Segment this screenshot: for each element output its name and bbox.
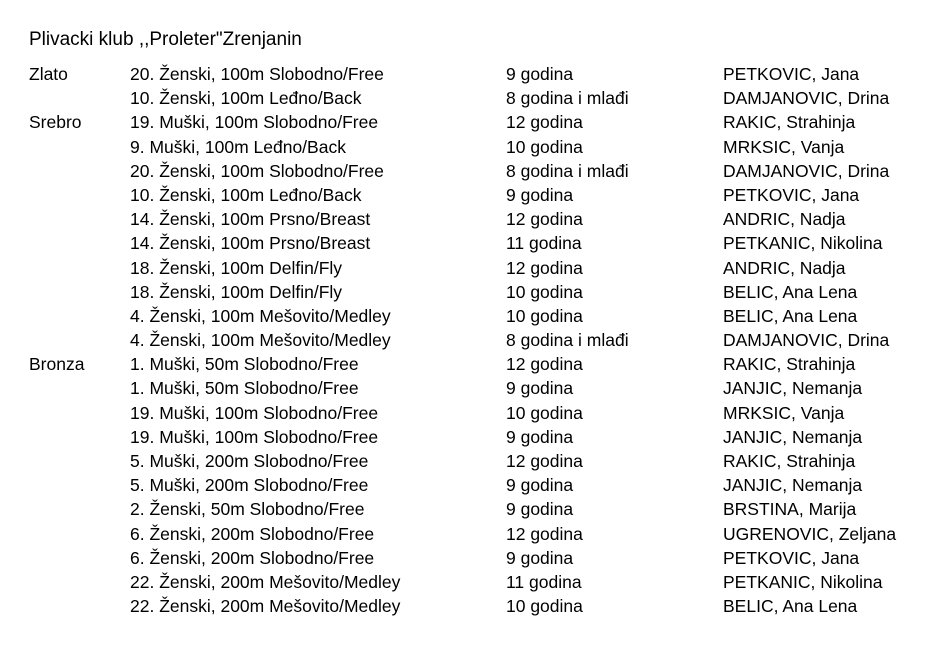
event-name: 19. Muški, 100m Slobodno/Free bbox=[130, 426, 379, 447]
swimmer-name: DAMJANOVIC, Drina bbox=[723, 160, 890, 181]
event-name: 19. Muški, 100m Slobodno/Free bbox=[130, 402, 379, 423]
event-name: 22. Ženski, 200m Mešovito/Medley bbox=[130, 571, 401, 592]
result-row bbox=[29, 304, 929, 328]
swimmer-name: RAKIC, Strahinja bbox=[723, 354, 856, 375]
age-group: 12 godina bbox=[506, 451, 583, 471]
swimmer-name: PETKOVIC, Jana bbox=[723, 64, 860, 84]
event-name: 4. Ženski, 100m Mešovito/Medley bbox=[130, 305, 391, 326]
age-group: 12 godina bbox=[506, 257, 583, 278]
event-name: 22. Ženski, 200m Mešovito/Medley bbox=[130, 596, 401, 617]
event-name: 2. Ženski, 50m Slobodno/Free bbox=[130, 499, 365, 520]
result-row bbox=[29, 159, 929, 183]
age-group: 8 godina i mlađi bbox=[506, 330, 629, 351]
event-name: 10. Ženski, 100m Leđno/Back bbox=[130, 88, 362, 109]
medal-label: Srebro bbox=[29, 112, 82, 133]
swimmer-name: BELIC, Ana Lena bbox=[723, 596, 858, 617]
swimmer-name: DAMJANOVIC, Drina bbox=[723, 330, 890, 351]
age-group: 10 godina bbox=[506, 305, 583, 326]
swimmer-name: PETKANIC, Nikolina bbox=[723, 233, 883, 254]
event-name: 20. Ženski, 100m Slobodno/Free bbox=[130, 64, 384, 84]
result-row bbox=[29, 449, 929, 473]
event-name: 14. Ženski, 100m Prsno/Breast bbox=[130, 209, 371, 230]
swimmer-name: PETKOVIC, Jana bbox=[723, 184, 860, 205]
event-name: 5. Muški, 200m Slobodno/Free bbox=[130, 451, 369, 471]
swimmer-name: MRKSIC, Vanja bbox=[723, 136, 845, 157]
event-name: 10. Ženski, 100m Leđno/Back bbox=[130, 184, 362, 205]
age-group: 9 godina bbox=[506, 64, 574, 84]
age-group: 10 godina bbox=[506, 281, 583, 302]
result-row bbox=[29, 183, 929, 207]
result-row bbox=[29, 546, 929, 570]
age-group: 9 godina bbox=[506, 499, 574, 520]
swimmer-name: MRKSIC, Vanja bbox=[723, 402, 845, 423]
swimmer-name: BRSTINA, Marija bbox=[723, 499, 857, 520]
event-name: 19. Muški, 100m Slobodno/Free bbox=[130, 112, 379, 133]
event-name: 20. Ženski, 100m Slobodno/Free bbox=[130, 160, 384, 181]
result-row bbox=[29, 570, 929, 594]
age-group: 12 godina bbox=[506, 523, 583, 544]
age-group: 12 godina bbox=[506, 112, 583, 133]
age-group: 12 godina bbox=[506, 209, 583, 230]
swimmer-name: DAMJANOVIC, Drina bbox=[723, 88, 890, 109]
event-name: 6. Ženski, 200m Slobodno/Free bbox=[130, 547, 375, 568]
result-row bbox=[29, 135, 929, 159]
swimmer-name: JANJIC, Nemanja bbox=[723, 475, 863, 496]
event-name: 6. Ženski, 200m Slobodno/Free bbox=[130, 523, 375, 544]
result-row bbox=[29, 497, 929, 521]
swimmer-name: ANDRIC, Nadja bbox=[723, 209, 846, 230]
event-name: 4. Ženski, 100m Mešovito/Medley bbox=[130, 330, 391, 351]
result-row bbox=[29, 280, 929, 304]
age-group: 8 godina i mlađi bbox=[506, 88, 629, 109]
medal-label: Bronza bbox=[29, 354, 85, 375]
result-row bbox=[29, 62, 929, 86]
age-group: 9 godina bbox=[506, 547, 574, 568]
result-row bbox=[29, 425, 929, 449]
result-row bbox=[29, 401, 929, 425]
event-name: 1. Muški, 50m Slobodno/Free bbox=[130, 354, 359, 375]
result-row bbox=[29, 86, 929, 110]
age-group: 8 godina i mlađi bbox=[506, 160, 629, 181]
result-row bbox=[29, 522, 929, 546]
result-row bbox=[29, 231, 929, 255]
age-group: 10 godina bbox=[506, 136, 583, 157]
result-row bbox=[29, 256, 929, 280]
swimmer-name: JANJIC, Nemanja bbox=[723, 426, 863, 447]
swimmer-name: PETKANIC, Nikolina bbox=[723, 571, 883, 592]
event-name: 14. Ženski, 100m Prsno/Breast bbox=[130, 233, 371, 254]
age-group: 12 godina bbox=[506, 354, 583, 375]
result-row bbox=[29, 352, 929, 376]
swimmer-name: JANJIC, Nemanja bbox=[723, 378, 863, 399]
results-list bbox=[29, 62, 929, 618]
result-row bbox=[29, 594, 929, 618]
medal-label: Zlato bbox=[29, 64, 68, 84]
result-row bbox=[29, 207, 929, 231]
age-group: 9 godina bbox=[506, 475, 574, 496]
age-group: 9 godina bbox=[506, 426, 574, 447]
age-group: 9 godina bbox=[506, 378, 574, 399]
event-name: 1. Muški, 50m Slobodno/Free bbox=[130, 378, 359, 399]
swimmer-name: BELIC, Ana Lena bbox=[723, 305, 858, 326]
result-row bbox=[29, 328, 929, 352]
swimmer-name: PETKOVIC, Jana bbox=[723, 547, 860, 568]
event-name: 18. Ženski, 100m Delfin/Fly bbox=[130, 257, 343, 278]
club-title: Plivacki klub ,,Proleter"Zrenjanin bbox=[29, 29, 302, 50]
age-group: 11 godina bbox=[506, 233, 582, 254]
result-row bbox=[29, 110, 929, 134]
event-name: 5. Muški, 200m Slobodno/Free bbox=[130, 475, 369, 496]
age-group: 11 godina bbox=[506, 571, 582, 592]
result-row bbox=[29, 473, 929, 497]
age-group: 10 godina bbox=[506, 596, 583, 617]
swimmer-name: RAKIC, Strahinja bbox=[723, 451, 856, 471]
swimmer-name: ANDRIC, Nadja bbox=[723, 257, 846, 278]
event-name: 9. Muški, 100m Leđno/Back bbox=[130, 136, 346, 157]
age-group: 10 godina bbox=[506, 402, 583, 423]
swimmer-name: UGRENOVIC, Zeljana bbox=[723, 523, 897, 544]
swimmer-name: RAKIC, Strahinja bbox=[723, 112, 856, 133]
age-group: 9 godina bbox=[506, 184, 574, 205]
event-name: 18. Ženski, 100m Delfin/Fly bbox=[130, 281, 343, 302]
result-row bbox=[29, 376, 929, 400]
swimmer-name: BELIC, Ana Lena bbox=[723, 281, 858, 302]
